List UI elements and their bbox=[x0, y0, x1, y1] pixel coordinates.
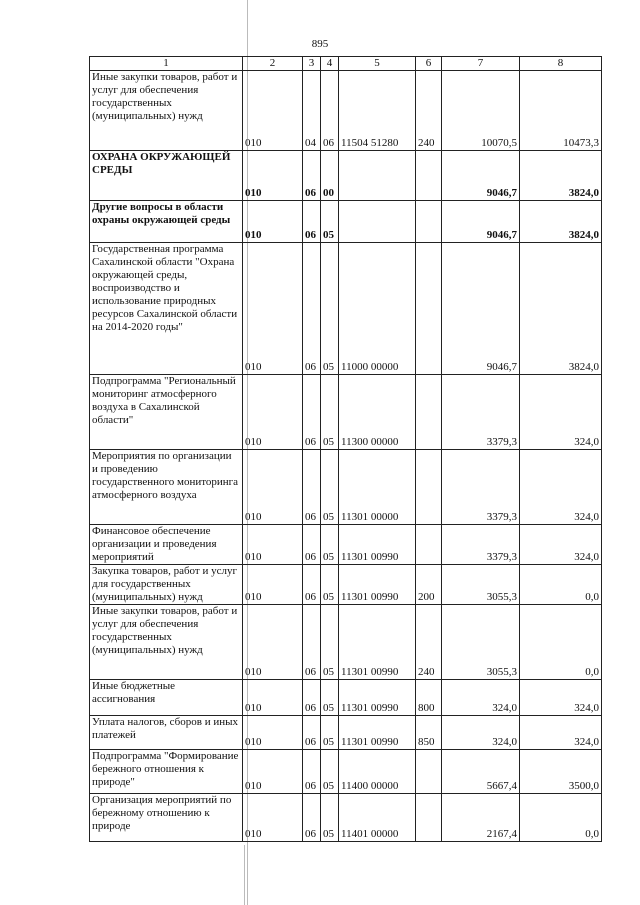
header-cell: 4 bbox=[321, 57, 339, 71]
row-code-2: 010 bbox=[243, 750, 303, 794]
row-code-4: 05 bbox=[321, 716, 339, 750]
row-amount-col8: 324,0 bbox=[520, 716, 602, 750]
row-target-code: 11400 00000 bbox=[339, 750, 416, 794]
header-cell: 5 bbox=[339, 57, 416, 71]
row-amount-col7: 9046,7 bbox=[442, 201, 520, 243]
row-name-cell: Иные закупки товаров, работ и услуг для обеспечения государственных (муниципальных) нужд bbox=[90, 71, 243, 151]
row-code-3: 06 bbox=[303, 525, 321, 565]
row-name-cell: Государственная программа Сахалинской области "Охрана окружающей среды, воспроизводство и использование природных ресурсов Сахалинской области на 2014-2020 годы" bbox=[90, 243, 243, 375]
row-target-code: 11301 00990 bbox=[339, 605, 416, 680]
row-target-code: 11301 00990 bbox=[339, 680, 416, 716]
row-amount-col7: 2167,4 bbox=[442, 794, 520, 842]
row-code-4: 05 bbox=[321, 605, 339, 680]
row-expense-type: 200 bbox=[416, 565, 442, 605]
header-cell: 8 bbox=[520, 57, 602, 71]
row-target-code: 11301 00990 bbox=[339, 525, 416, 565]
row-code-2: 010 bbox=[243, 151, 303, 201]
table-body bbox=[90, 57, 602, 842]
row-code-2: 010 bbox=[243, 794, 303, 842]
row-code-2: 010 bbox=[243, 243, 303, 375]
row-expense-type bbox=[416, 450, 442, 525]
row-code-2: 010 bbox=[243, 450, 303, 525]
row-amount-col8: 3824,0 bbox=[520, 243, 602, 375]
row-code-4: 05 bbox=[321, 680, 339, 716]
row-target-code: 11301 00000 bbox=[339, 450, 416, 525]
row-target-code: 11301 00990 bbox=[339, 565, 416, 605]
row-expense-type bbox=[416, 201, 442, 243]
row-expense-type bbox=[416, 243, 442, 375]
row-code-2: 010 bbox=[243, 525, 303, 565]
row-code-4: 05 bbox=[321, 750, 339, 794]
row-code-2: 010 bbox=[243, 375, 303, 450]
header-cell: 6 bbox=[416, 57, 442, 71]
row-code-4: 00 bbox=[321, 151, 339, 201]
row-code-4: 06 bbox=[321, 71, 339, 151]
row-code-2: 010 bbox=[243, 716, 303, 750]
page-number: 895 bbox=[311, 38, 329, 50]
row-amount-col8: 324,0 bbox=[520, 450, 602, 525]
table-row bbox=[90, 750, 602, 794]
row-code-3: 06 bbox=[303, 151, 321, 201]
row-name-cell: Иные закупки товаров, работ и услуг для обеспечения государственных (муниципальных) нужд bbox=[90, 605, 243, 680]
row-amount-col7: 10070,5 bbox=[442, 71, 520, 151]
row-expense-type: 240 bbox=[416, 71, 442, 151]
row-amount-col8: 10473,3 bbox=[520, 71, 602, 151]
row-target-code bbox=[339, 201, 416, 243]
row-expense-type bbox=[416, 750, 442, 794]
row-amount-col7: 3055,3 bbox=[442, 565, 520, 605]
row-amount-col7: 324,0 bbox=[442, 716, 520, 750]
row-amount-col7: 3379,3 bbox=[442, 525, 520, 565]
row-amount-col8: 3824,0 bbox=[520, 151, 602, 201]
row-amount-col7: 5667,4 bbox=[442, 750, 520, 794]
row-name-cell: Закупка товаров, работ и услуг для государственных (муниципальных) нужд bbox=[90, 565, 243, 605]
row-target-code: 11000 00000 bbox=[339, 243, 416, 375]
row-name-cell: Уплата налогов, сборов и иных платежей bbox=[90, 716, 243, 750]
budget-table bbox=[89, 56, 602, 842]
row-name-cell: Подпрограмма "Формирование бережного отношения к природе" bbox=[90, 750, 243, 794]
row-code-2: 010 bbox=[243, 605, 303, 680]
row-name-cell: Организация мероприятий по бережному отношению к природе bbox=[90, 794, 243, 842]
table-row bbox=[90, 794, 602, 842]
header-cell: 1 bbox=[90, 57, 243, 71]
row-code-3: 06 bbox=[303, 450, 321, 525]
row-code-4: 05 bbox=[321, 525, 339, 565]
table-row bbox=[90, 605, 602, 680]
row-code-3: 06 bbox=[303, 243, 321, 375]
header-cell: 7 bbox=[442, 57, 520, 71]
row-code-4: 05 bbox=[321, 794, 339, 842]
row-code-4: 05 bbox=[321, 375, 339, 450]
row-code-3: 06 bbox=[303, 716, 321, 750]
row-name-cell: Иные бюджетные ассигнования bbox=[90, 680, 243, 716]
row-name-cell: ОХРАНА ОКРУЖАЮЩЕЙ СРЕДЫ bbox=[90, 151, 243, 201]
row-amount-col8: 3500,0 bbox=[520, 750, 602, 794]
row-code-3: 06 bbox=[303, 565, 321, 605]
row-code-3: 04 bbox=[303, 71, 321, 151]
row-amount-col8: 324,0 bbox=[520, 680, 602, 716]
row-expense-type: 850 bbox=[416, 716, 442, 750]
table-row bbox=[90, 151, 602, 201]
row-amount-col7: 9046,7 bbox=[442, 243, 520, 375]
row-code-3: 06 bbox=[303, 375, 321, 450]
table-row bbox=[90, 71, 602, 151]
row-amount-col7: 3379,3 bbox=[442, 450, 520, 525]
table-row bbox=[90, 716, 602, 750]
row-amount-col8: 0,0 bbox=[520, 565, 602, 605]
table-row bbox=[90, 565, 602, 605]
row-amount-col7: 3055,3 bbox=[442, 605, 520, 680]
row-amount-col8: 324,0 bbox=[520, 375, 602, 450]
table-row bbox=[90, 680, 602, 716]
scan-fold-line-lower bbox=[244, 845, 245, 905]
row-code-4: 05 bbox=[321, 450, 339, 525]
row-amount-col7: 3379,3 bbox=[442, 375, 520, 450]
row-target-code: 11301 00990 bbox=[339, 716, 416, 750]
row-code-2: 010 bbox=[243, 71, 303, 151]
row-code-4: 05 bbox=[321, 565, 339, 605]
header-cell: 2 bbox=[243, 57, 303, 71]
row-target-code: 11401 00000 bbox=[339, 794, 416, 842]
row-target-code: 11300 00000 bbox=[339, 375, 416, 450]
row-amount-col7: 324,0 bbox=[442, 680, 520, 716]
table-row bbox=[90, 243, 602, 375]
row-code-3: 06 bbox=[303, 750, 321, 794]
row-code-3: 06 bbox=[303, 201, 321, 243]
table-row bbox=[90, 201, 602, 243]
row-code-2: 010 bbox=[243, 680, 303, 716]
row-amount-col7: 9046,7 bbox=[442, 151, 520, 201]
row-code-4: 05 bbox=[321, 243, 339, 375]
row-name-cell: Мероприятия по организации и проведению государственного мониторинга атмосферного воздуха bbox=[90, 450, 243, 525]
row-amount-col8: 0,0 bbox=[520, 794, 602, 842]
row-name-cell: Другие вопросы в области охраны окружающей среды bbox=[90, 201, 243, 243]
row-target-code: 11504 51280 bbox=[339, 71, 416, 151]
table-row bbox=[90, 525, 602, 565]
row-code-2: 010 bbox=[243, 565, 303, 605]
row-code-2: 010 bbox=[243, 201, 303, 243]
row-expense-type bbox=[416, 794, 442, 842]
row-code-4: 05 bbox=[321, 201, 339, 243]
row-name-cell: Финансовое обеспечение организации и проведения мероприятий bbox=[90, 525, 243, 565]
row-target-code bbox=[339, 151, 416, 201]
row-amount-col8: 0,0 bbox=[520, 605, 602, 680]
row-expense-type bbox=[416, 525, 442, 565]
row-expense-type bbox=[416, 375, 442, 450]
row-expense-type: 800 bbox=[416, 680, 442, 716]
header-cell: 3 bbox=[303, 57, 321, 71]
row-code-3: 06 bbox=[303, 794, 321, 842]
row-amount-col8: 324,0 bbox=[520, 525, 602, 565]
table-row bbox=[90, 375, 602, 450]
row-code-3: 06 bbox=[303, 605, 321, 680]
table-header-row bbox=[90, 57, 602, 71]
table-row bbox=[90, 450, 602, 525]
row-expense-type bbox=[416, 151, 442, 201]
row-expense-type: 240 bbox=[416, 605, 442, 680]
row-amount-col8: 3824,0 bbox=[520, 201, 602, 243]
row-name-cell: Подпрограмма "Региональный мониторинг атмосферного воздуха в Сахалинской области" bbox=[90, 375, 243, 450]
row-code-3: 06 bbox=[303, 680, 321, 716]
